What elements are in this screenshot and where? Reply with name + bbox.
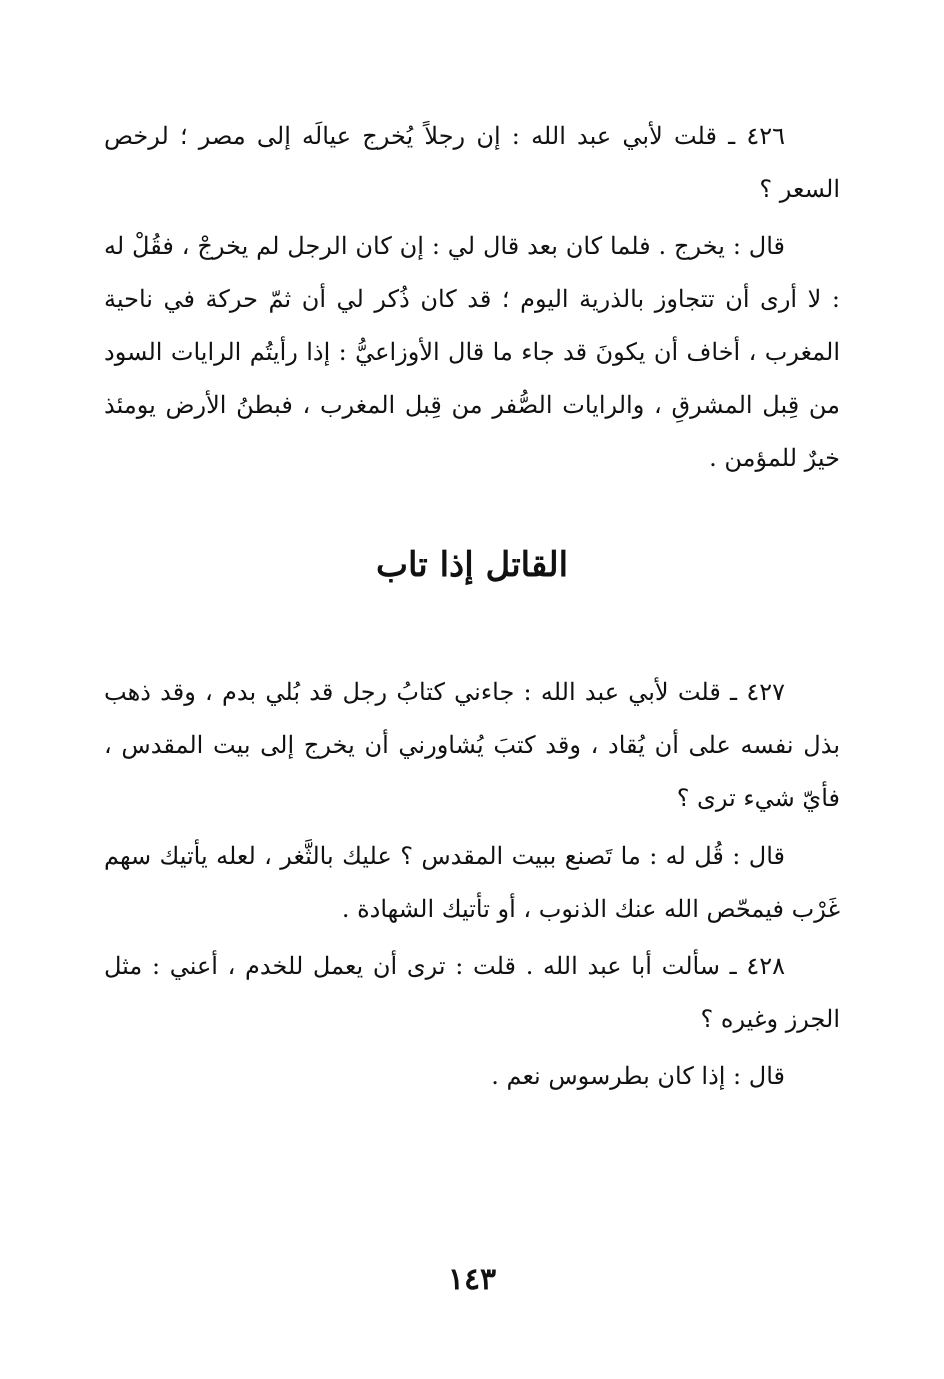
item-426-question: ٤٢٦ ـ قلت لأبي عبد الله : إن رجلاً يُخرج عيالَه إلى مصر ؛ لرخص السعر ؟ (104, 122, 840, 203)
item-427-question-block (104, 666, 840, 825)
item-428-question-block (104, 940, 840, 1046)
item-426-answer-block (104, 220, 840, 485)
item-426-question-block (104, 110, 840, 216)
item-426-answer: قال : يخرج . فلما كان بعد قال لي : إن كان الرجل لم يخرجْ ، فقُلْ له : لا أرى أن تتجاوز بالذرية اليوم ؛ قد كان ذُكر لي أن ثمّ حركة في ناحية المغرب ، أخاف أن يكونَ قد جاء ما قال الأوزاعيُّ : إذا رأيتُم الرايات السود من قِبل المشرقِ ، والرايات الصُّفر من قِبل المغرب ، فبطنُ الأرض يومئذ خيرٌ للمؤمن . (104, 232, 840, 472)
item-428-answer: قال : إذا كان بطرسوس نعم . (491, 1062, 785, 1090)
page-number: ١٤٣ (447, 1262, 497, 1297)
item-428-answer-block (104, 1050, 840, 1103)
item-427-answer: قال : قُل له : ما تَصنع ببيت المقدس ؟ عليك بالثَّغر ، لعله يأتيك سهم غَرْب فيمحّص الله عنك الذنوب ، أو تأتيك الشهادة . (104, 842, 840, 923)
item-427-question: ٤٢٧ ـ قلت لأبي عبد الله : جاءني كتابُ رجل قد بُلي بدم ، وقد ذهب بذل نفسه على أن يُقاد ، وقد كتبَ يُشاورني أن يخرج إلى بيت المقدس ، فأيّ شيء ترى ؟ (104, 678, 840, 812)
section-heading: القاتل إذا تاب (375, 545, 569, 585)
item-427-answer-block (104, 830, 840, 936)
item-428-question: ٤٢٨ ـ سألت أبا عبد الله . قلت : ترى أن يعمل للخدم ، أعني : مثل الجرز وغيره ؟ (104, 952, 840, 1033)
